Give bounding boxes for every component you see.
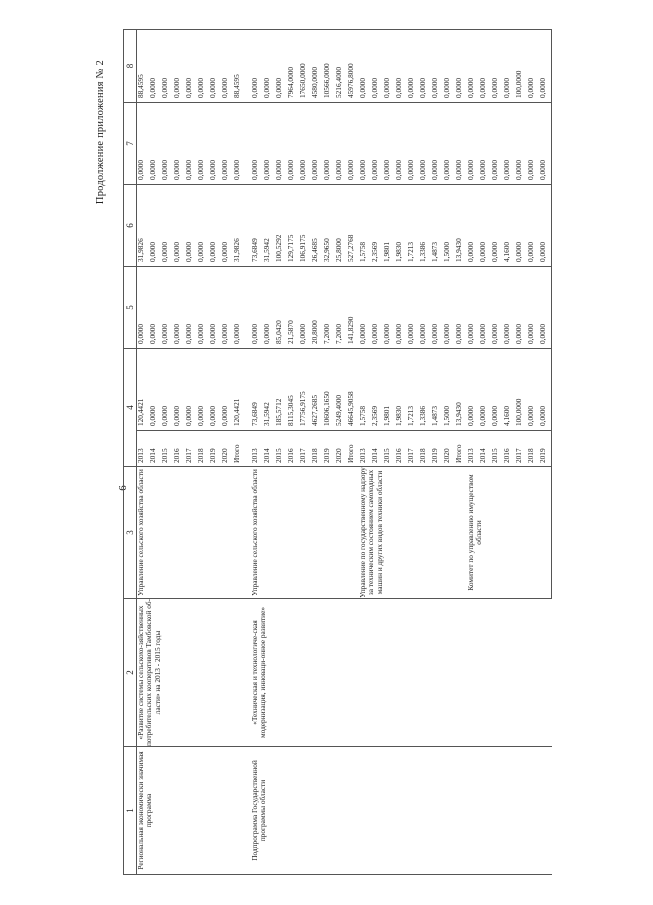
value-line: 2017 [514, 448, 523, 463]
value-line: 0,0000 [172, 77, 181, 98]
local-budget-cell [359, 103, 467, 185]
value-line: 73,6849 [250, 402, 259, 426]
value-line: 0,0000 [184, 241, 193, 262]
regional-budget-cell [137, 185, 246, 267]
value-line: 4580,0000 [310, 66, 319, 98]
value-line: 0,0000 [274, 77, 283, 98]
total-cell [359, 349, 467, 431]
value-line: 0,0000 [220, 77, 229, 98]
value-line: 2016 [394, 448, 403, 463]
appendix-title: Продолжение приложения № 2 [95, 60, 106, 205]
value-line: 0,0000 [538, 77, 547, 98]
value-line: 31,5942 [262, 238, 271, 262]
value-line: 0,0000 [406, 323, 415, 344]
value-line: 2020 [442, 448, 451, 463]
value-line: 0,0000 [490, 77, 499, 98]
value-line: 45976,8000 [346, 63, 355, 98]
program-status-cell: Подпрограмма Государственной программы области [251, 747, 552, 875]
other-sources-cell [467, 30, 552, 103]
value-line: 2018 [310, 448, 319, 463]
value-line: 106,9175 [298, 234, 307, 262]
value-line: 73,6849 [250, 238, 259, 262]
program-status-cell: Региональная экономически значимая программа [137, 747, 246, 875]
year-cell [251, 431, 359, 467]
value-line: 2017 [298, 448, 307, 463]
value-line: 2016 [172, 448, 181, 463]
column-header: 7 [124, 103, 137, 185]
value-line: 0,0000 [538, 405, 547, 426]
value-line: 0,0000 [298, 159, 307, 180]
value-line: 0,0000 [382, 323, 391, 344]
value-line: 0,0000 [208, 323, 217, 344]
value-line: 0,0000 [220, 323, 229, 344]
column-header: 6 [124, 185, 137, 267]
value-line: 0,0000 [160, 241, 169, 262]
value-line: 100,0000 [514, 70, 523, 98]
value-line: 0,0000 [262, 323, 271, 344]
value-line: 0,0000 [262, 159, 271, 180]
value-line: 1,4873 [430, 405, 439, 426]
value-line: 0,0000 [370, 323, 379, 344]
value-line: 31,9826 [232, 238, 241, 262]
value-line: 31,5942 [262, 402, 271, 426]
value-line: 0,0000 [346, 159, 355, 180]
value-line: 32,9650 [322, 238, 331, 262]
table-row [137, 30, 246, 875]
value-line: 0,0000 [478, 323, 487, 344]
value-line: 0,0000 [442, 323, 451, 344]
value-line: 0,0000 [478, 241, 487, 262]
value-line: 5216,4000 [334, 66, 343, 98]
value-line: 0,0000 [526, 323, 535, 344]
value-line: 0,0000 [394, 159, 403, 180]
regional-budget-cell [467, 185, 552, 267]
value-line: 0,0000 [466, 241, 475, 262]
value-line: 0,0000 [490, 323, 499, 344]
value-line: 0,0000 [490, 159, 499, 180]
value-line: 0,0000 [208, 405, 217, 426]
value-line: 26,4685 [310, 238, 319, 262]
year-cell [467, 431, 552, 467]
value-line: 1,7213 [406, 405, 415, 426]
program-name-cell: «Развитие системы сельскохо-зяйственных потребительских кооперативов Тамбовской об-ласти» на 2013 - 2015 годы [137, 599, 246, 747]
value-line: 2019 [430, 448, 439, 463]
value-line: 0,0000 [430, 77, 439, 98]
value-line: 0,0000 [196, 159, 205, 180]
value-line: 2014 [148, 448, 157, 463]
value-line: 0,0000 [160, 323, 169, 344]
value-line: 2014 [370, 448, 379, 463]
value-line: 10566,0000 [322, 63, 331, 98]
value-line: 2017 [406, 448, 415, 463]
value-line: 1,9830 [394, 405, 403, 426]
value-line: 0,0000 [196, 405, 205, 426]
value-line: 0,0000 [430, 159, 439, 180]
value-line: 0,0000 [232, 323, 241, 344]
value-line: 2017 [184, 448, 193, 463]
value-line: 0,0000 [538, 159, 547, 180]
executor-cell: Управление сельского хозяйства области [251, 467, 359, 599]
value-line: 2016 [286, 448, 295, 463]
value-line: 5249,4000 [334, 394, 343, 426]
value-line: 2014 [262, 448, 271, 463]
value-line: 0,0000 [370, 159, 379, 180]
value-line: 8115,3045 [286, 395, 295, 426]
value-line: 7964,0000 [286, 66, 295, 98]
value-line: 1,5000 [442, 241, 451, 262]
other-sources-cell [251, 30, 359, 103]
value-line: 0,0000 [274, 159, 283, 180]
federal-budget-cell [251, 267, 359, 349]
value-line: 0,0000 [250, 159, 259, 180]
value-line: 2018 [526, 448, 535, 463]
column-header: 3 [124, 467, 137, 599]
value-line: 129,7175 [286, 234, 295, 262]
value-line: 2015 [274, 448, 283, 463]
value-line: 2018 [196, 448, 205, 463]
value-line: 0,0000 [526, 159, 535, 180]
value-line: 20,8000 [310, 320, 319, 344]
value-line: 0,0000 [148, 323, 157, 344]
value-line: 0,0000 [478, 77, 487, 98]
value-line: 2015 [490, 448, 499, 463]
value-line: 1,5000 [442, 405, 451, 426]
value-line: 0,0000 [196, 323, 205, 344]
value-line: 120,4421 [232, 398, 241, 426]
local-budget-cell [251, 103, 359, 185]
value-line: 0,0000 [418, 159, 427, 180]
local-budget-cell [137, 103, 246, 185]
executor-cell: Управление сельского хозяйства области [137, 467, 246, 599]
executor-cell: Управление по государственному надзору за техническим состоянием самоходных машин и других видов техники области [359, 467, 467, 599]
value-line: 0,0000 [418, 323, 427, 344]
value-line: 0,0000 [382, 159, 391, 180]
value-line: 2020 [334, 448, 343, 463]
value-line: 141,8290 [346, 316, 355, 344]
value-line: 0,0000 [172, 323, 181, 344]
value-line: 1,9801 [382, 241, 391, 262]
value-line: 0,0000 [466, 323, 475, 344]
value-line: 7,2000 [334, 323, 343, 344]
value-line: 2014 [478, 448, 487, 463]
value-line: 46645,9058 [346, 391, 355, 426]
value-line: 25,8000 [334, 238, 343, 262]
value-line: 0,0000 [358, 323, 367, 344]
value-line: 7,2000 [322, 323, 331, 344]
value-line: 0,0000 [478, 159, 487, 180]
value-line: 21,5870 [286, 320, 295, 344]
value-line: 0,0000 [220, 159, 229, 180]
value-line: 0,0000 [250, 323, 259, 344]
value-line: 1,9830 [394, 241, 403, 262]
value-line: 100,0000 [514, 398, 523, 426]
value-line: 88,4595 [232, 74, 241, 98]
value-line: 13,9430 [454, 238, 463, 262]
value-line: 0,0000 [394, 77, 403, 98]
value-line: 0,0000 [196, 241, 205, 262]
column-number-row [124, 30, 137, 875]
value-line: 100,5292 [274, 234, 283, 262]
value-line: 0,0000 [454, 323, 463, 344]
year-cell [359, 431, 467, 467]
value-line: 0,0000 [370, 77, 379, 98]
value-line: 85,0420 [274, 320, 283, 344]
value-line: 17756,9175 [298, 391, 307, 426]
value-line: 4,1600 [502, 241, 511, 262]
value-line: 0,0000 [382, 77, 391, 98]
document-page [95, 30, 653, 875]
value-line: 0,0000 [148, 159, 157, 180]
value-line: 120,4421 [136, 398, 145, 426]
value-line: 0,0000 [502, 77, 511, 98]
value-line: 0,0000 [406, 77, 415, 98]
column-header: 4 [124, 349, 137, 467]
value-line: 0,0000 [406, 159, 415, 180]
value-line: 0,0000 [160, 77, 169, 98]
value-line: 185,5712 [274, 398, 283, 426]
value-line: 0,0000 [514, 159, 523, 180]
value-line: 0,0000 [148, 405, 157, 426]
regional-budget-cell [251, 185, 359, 267]
value-line: 0,0000 [514, 323, 523, 344]
value-line: 0,0000 [502, 323, 511, 344]
value-line: 0,0000 [262, 77, 271, 98]
value-line: 0,0000 [490, 405, 499, 426]
value-line: 0,0000 [526, 241, 535, 262]
value-line: 0,0000 [298, 323, 307, 344]
value-line: 0,0000 [160, 405, 169, 426]
column-header: 2 [124, 599, 137, 747]
value-line: 1,5758 [358, 241, 367, 262]
value-line: 2019 [538, 448, 547, 463]
value-line: 0,0000 [172, 405, 181, 426]
value-line: 0,0000 [160, 159, 169, 180]
value-line: 1,3386 [418, 241, 427, 262]
value-line: 13,9430 [454, 402, 463, 426]
value-line: 0,0000 [526, 77, 535, 98]
value-line: 2013 [136, 448, 145, 463]
value-line: 0,0000 [514, 241, 523, 262]
value-line: 0,0000 [502, 159, 511, 180]
value-line: 0,0000 [538, 323, 547, 344]
value-line: 2019 [208, 448, 217, 463]
value-line: 0,0000 [478, 405, 487, 426]
value-line: 0,0000 [454, 159, 463, 180]
value-line: 0,0000 [184, 323, 193, 344]
value-line: 31,9826 [136, 238, 145, 262]
value-line: 2019 [322, 448, 331, 463]
federal-budget-cell [137, 267, 246, 349]
value-line: 0,0000 [220, 405, 229, 426]
value-line: 0,0000 [442, 77, 451, 98]
value-line: 88,4595 [136, 74, 145, 98]
value-line: 0,0000 [250, 77, 259, 98]
value-line: 0,0000 [334, 159, 343, 180]
value-line: 1,7213 [406, 241, 415, 262]
value-line: 0,0000 [184, 159, 193, 180]
table-row [251, 30, 359, 875]
page-number: 6 [117, 485, 129, 491]
value-line: 0,0000 [172, 241, 181, 262]
value-line: 0,0000 [418, 77, 427, 98]
value-line: 4627,2685 [310, 394, 319, 426]
value-line: 0,0000 [136, 323, 145, 344]
year-cell [137, 431, 246, 467]
value-line: 0,0000 [526, 405, 535, 426]
value-line: 527,2768 [346, 234, 355, 262]
value-line: 2015 [160, 448, 169, 463]
value-line: 2,3569 [370, 405, 379, 426]
value-line: 2,3569 [370, 241, 379, 262]
value-line: 2013 [358, 448, 367, 463]
value-line: 0,0000 [148, 77, 157, 98]
value-line: 0,0000 [172, 159, 181, 180]
value-line: 0,0000 [208, 159, 217, 180]
value-line: 0,0000 [454, 77, 463, 98]
value-line: 0,0000 [184, 77, 193, 98]
total-cell [467, 349, 552, 431]
value-line: 1,9801 [382, 405, 391, 426]
executor-cell: Комитет по управлению имуществом области [467, 467, 552, 599]
value-line: 2020 [220, 448, 229, 463]
value-line: 0,0000 [322, 159, 331, 180]
value-line: 0,0000 [208, 241, 217, 262]
value-line: 0,0000 [358, 77, 367, 98]
value-line: 0,0000 [184, 405, 193, 426]
value-line: 0,0000 [196, 77, 205, 98]
regional-budget-cell [359, 185, 467, 267]
value-line: 4,1600 [502, 405, 511, 426]
value-line: 1,3386 [418, 405, 427, 426]
value-line: 0,0000 [148, 241, 157, 262]
value-line: 0,0000 [490, 241, 499, 262]
column-header: 8 [124, 30, 137, 103]
value-line: 0,0000 [232, 159, 241, 180]
value-line: 2018 [418, 448, 427, 463]
value-line: 0,0000 [442, 159, 451, 180]
program-name-cell: «Техническая и технологиче-ская модернизация, инноваци-онное развитие» [251, 599, 552, 747]
value-line: 2013 [466, 448, 475, 463]
federal-budget-cell [467, 267, 552, 349]
value-line: 0,0000 [220, 241, 229, 262]
value-line: 0,0000 [286, 159, 295, 180]
value-line: 0,0000 [358, 159, 367, 180]
other-sources-cell [359, 30, 467, 103]
value-line: Итого [232, 444, 241, 463]
value-line: 0,0000 [466, 77, 475, 98]
column-header: 5 [124, 267, 137, 349]
local-budget-cell [467, 103, 552, 185]
value-line: 0,0000 [466, 405, 475, 426]
value-line: 0,0000 [208, 77, 217, 98]
total-cell [251, 349, 359, 431]
other-sources-cell [137, 30, 246, 103]
column-header: 1 [124, 747, 137, 875]
federal-budget-cell [359, 267, 467, 349]
value-line: 0,0000 [538, 241, 547, 262]
value-line: 17650,0000 [298, 63, 307, 98]
value-line: 0,0000 [430, 323, 439, 344]
value-line: 0,0000 [394, 323, 403, 344]
value-line: 1,5758 [358, 405, 367, 426]
value-line: Итого [454, 444, 463, 463]
value-line: 2013 [250, 448, 259, 463]
value-line: 2016 [502, 448, 511, 463]
value-line: 10606,1650 [322, 391, 331, 426]
value-line: 1,4873 [430, 241, 439, 262]
budget-table [123, 29, 552, 875]
table-body [137, 30, 552, 875]
value-line: 2015 [382, 448, 391, 463]
total-cell [137, 349, 246, 431]
value-line: 0,0000 [136, 159, 145, 180]
value-line: 0,0000 [310, 159, 319, 180]
value-line: Итого [346, 444, 355, 463]
value-line: 0,0000 [466, 159, 475, 180]
